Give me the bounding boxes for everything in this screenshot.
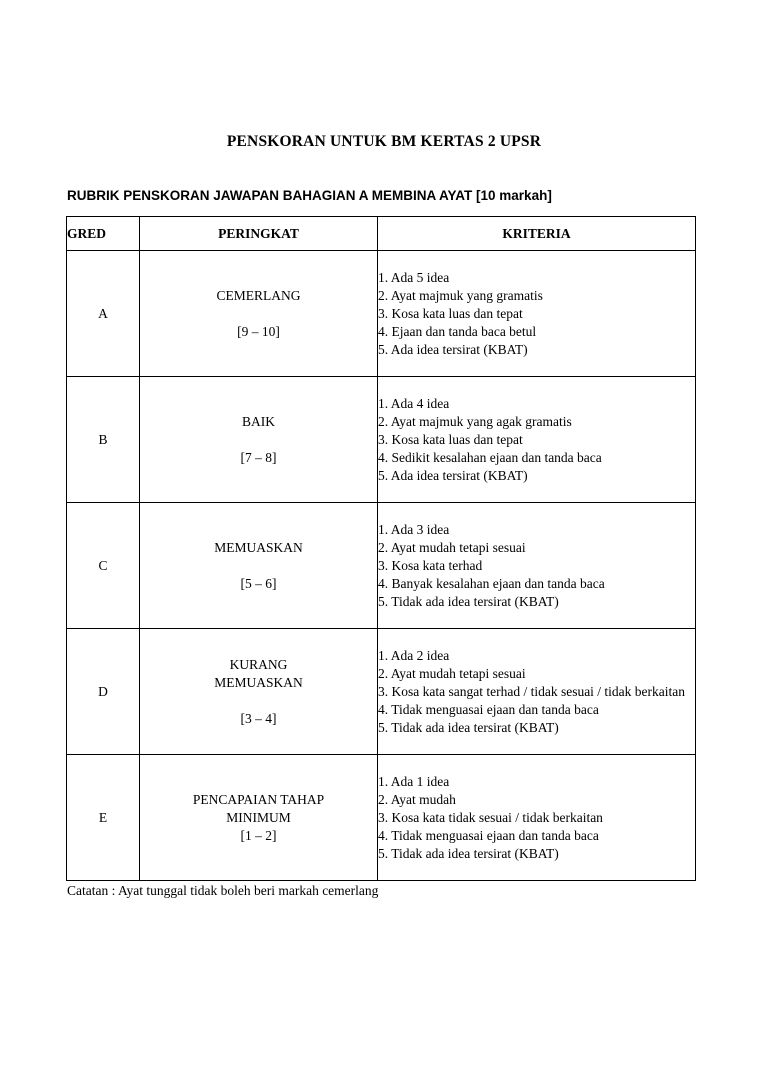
level-name: KURANG MEMUASKAN (214, 656, 303, 690)
criteria-list (378, 521, 695, 611)
table-row (67, 251, 696, 377)
grade-cell: E (67, 755, 140, 881)
criteria-item: 1. Ada 3 idea (378, 521, 450, 537)
level-name: MEMUASKAN (214, 539, 303, 555)
criteria-list (378, 269, 695, 359)
criteria-cell (378, 755, 696, 881)
header-kriteria: KRITERIA (378, 217, 696, 251)
rubric-subtitle: RUBRIK PENSKORAN JAWAPAN BAHAGIAN A MEMBINA AYAT [10 markah] (67, 188, 552, 203)
criteria-item: 5. Ada idea tersirat (KBAT) (378, 341, 528, 357)
rubric-table (66, 216, 696, 881)
criteria-item: 4. Banyak kesalahan ejaan dan tanda baca (378, 575, 605, 591)
criteria-item: 2. Ayat mudah (378, 791, 456, 807)
criteria-item: 4. Ejaan dan tanda baca betul (378, 323, 537, 339)
table-row (67, 377, 696, 503)
footnote: Catatan : Ayat tunggal tidak boleh beri markah cemerlang (67, 883, 379, 898)
criteria-item: 2. Ayat majmuk yang agak gramatis (378, 413, 572, 429)
criteria-cell (378, 251, 696, 377)
table-row (67, 503, 696, 629)
grade-cell: B (67, 377, 140, 503)
criteria-item: 5. Tidak ada idea tersirat (KBAT) (378, 719, 559, 735)
page-title: PENSKORAN UNTUK BM KERTAS 2 UPSR (226, 133, 542, 150)
level-cell (140, 251, 378, 377)
criteria-item: 4. Tidak menguasai ejaan dan tanda baca (378, 701, 599, 717)
criteria-item: 4. Tidak menguasai ejaan dan tanda baca (378, 827, 599, 843)
level-name: BAIK (242, 413, 275, 429)
criteria-item: 2. Ayat mudah tetapi sesuai (378, 539, 526, 555)
criteria-cell (378, 629, 696, 755)
header-gred: GRED (67, 217, 140, 251)
mark-range: [7 – 8] (240, 449, 277, 465)
mark-range: [9 – 10] (237, 323, 280, 339)
criteria-item: 1. Ada 2 idea (378, 647, 450, 663)
criteria-list (378, 647, 695, 737)
table-row (67, 629, 696, 755)
level-cell (140, 629, 378, 755)
criteria-item: 2. Ayat majmuk yang gramatis (378, 287, 543, 303)
level-name: PENCAPAIAN TAHAP MINIMUM (192, 791, 325, 825)
table-row (67, 755, 696, 881)
grade-cell: D (67, 629, 140, 755)
rubric-body (67, 251, 696, 881)
criteria-item: 5. Tidak ada idea tersirat (KBAT) (378, 593, 559, 609)
criteria-item: 1. Ada 4 idea (378, 395, 450, 411)
criteria-item: 4. Sedikit kesalahan ejaan dan tanda baca (378, 449, 602, 465)
criteria-item: 5. Tidak ada idea tersirat (KBAT) (378, 845, 559, 861)
criteria-item: 1. Ada 5 idea (378, 269, 450, 285)
mark-range: [1 – 2] (240, 827, 277, 843)
criteria-cell (378, 377, 696, 503)
grade-cell: A (67, 251, 140, 377)
level-name: CEMERLANG (216, 287, 301, 303)
header-peringkat: PERINGKAT (140, 217, 378, 251)
mark-range: [3 – 4] (240, 710, 277, 726)
criteria-item: 1. Ada 1 idea (378, 773, 450, 789)
criteria-item: 3. Kosa kata luas dan tepat (378, 305, 523, 321)
mark-range: [5 – 6] (240, 575, 277, 591)
criteria-item: 3. Kosa kata tidak sesuai / tidak berkaitan (378, 809, 603, 825)
table-header-row (67, 217, 696, 251)
level-cell (140, 503, 378, 629)
criteria-item: 3. Kosa kata sangat terhad / tidak sesuai / tidak berkaitan (378, 683, 686, 699)
criteria-list (378, 395, 695, 485)
criteria-list (378, 773, 695, 863)
criteria-item: 5. Ada idea tersirat (KBAT) (378, 467, 528, 483)
grade-cell: C (67, 503, 140, 629)
criteria-item: 3. Kosa kata luas dan tepat (378, 431, 523, 447)
criteria-item: 3. Kosa kata terhad (378, 557, 483, 573)
criteria-item: 2. Ayat mudah tetapi sesuai (378, 665, 526, 681)
level-cell (140, 377, 378, 503)
criteria-cell (378, 503, 696, 629)
level-cell (140, 755, 378, 881)
